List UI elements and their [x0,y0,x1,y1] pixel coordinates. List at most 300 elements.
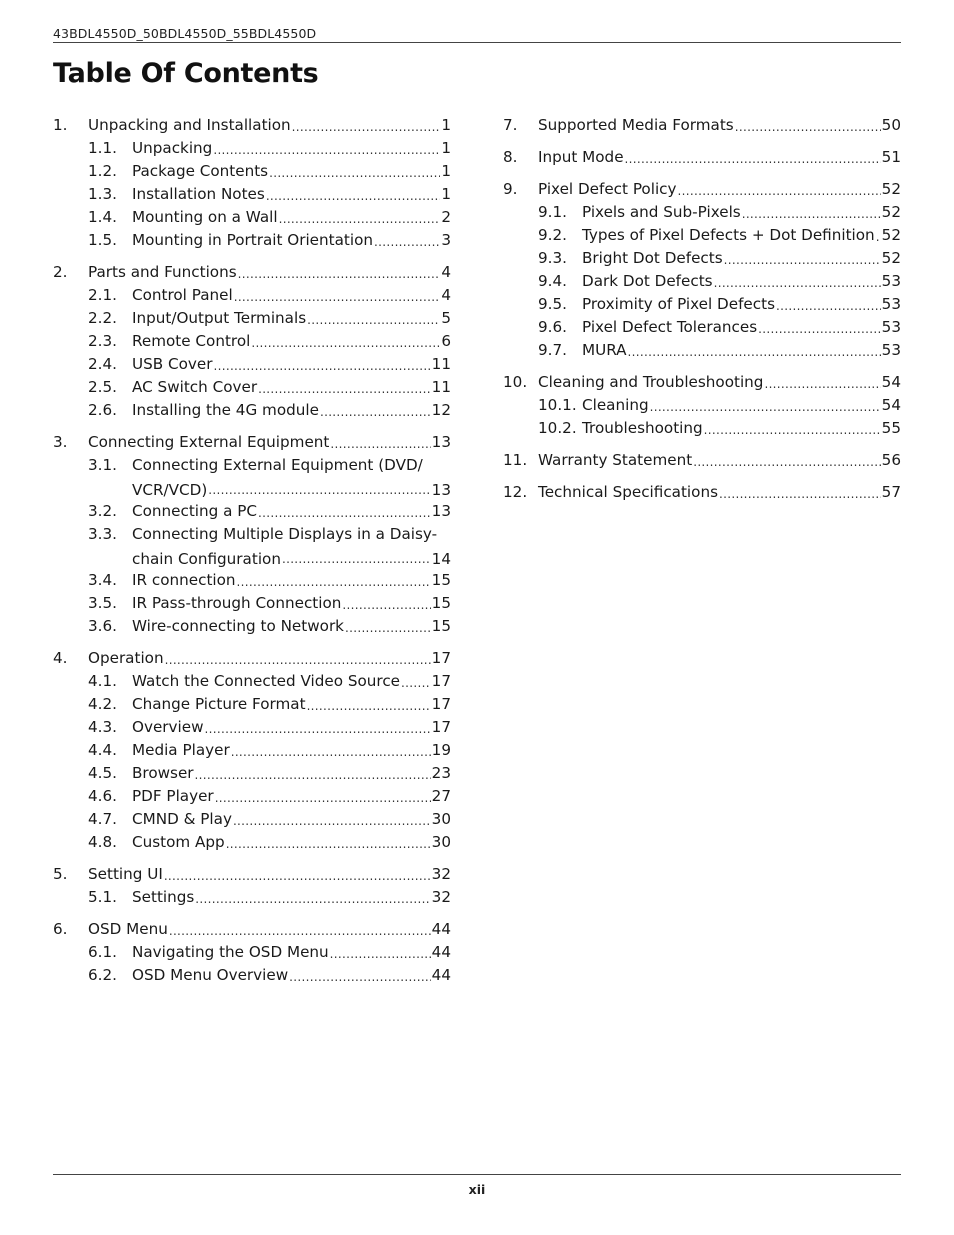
toc-entry-title: Connecting a PC [132,502,258,520]
toc-right-column [503,114,901,513]
toc-dot-leader [233,812,431,831]
toc-section [503,481,901,504]
toc-entry-title: Dark Dot Defects [582,272,713,290]
toc-entry-number: 4.8. [88,833,117,851]
toc-subsection-entry[interactable] [53,716,451,739]
toc-entry-page-number: 17 [431,695,451,713]
toc-entry-title-line [132,399,451,422]
toc-section-entry[interactable] [53,918,451,941]
toc-section [53,114,451,252]
toc-entry-title: CMND & Play [132,810,232,828]
toc-entry-title: Setting UI [88,865,163,883]
toc-entry-title: Supported Media Formats [538,116,734,134]
toc-entry-title-line [132,183,451,206]
toc-entry-title-line [132,307,451,330]
toc-entry-title-line [132,941,451,964]
toc-entry-title: Watch the Connected Video Source [132,672,401,690]
toc-subsection-entry-second-line [53,477,451,500]
toc-entry-title-line [132,670,451,693]
toc-entry-title: OSD Menu Overview [132,966,289,984]
toc-entry-number: 3.4. [88,571,117,589]
toc-dot-leader [269,164,440,183]
toc-entry-title: Settings [132,888,195,906]
toc-subsection-entry[interactable] [53,670,451,693]
toc-entry-number: 1.4. [88,208,117,226]
toc-entry-title: Wire-connecting to Network [132,617,344,635]
toc-entry-title: Input/Output Terminals [132,309,307,327]
toc-entry-title: Warranty Statement [538,451,693,469]
toc-subsection-entry[interactable] [53,615,451,638]
toc-entry-title: PDF Player [132,787,214,805]
toc-entry-number: 3. [53,433,68,451]
toc-entry-page-number: 50 [881,116,901,134]
toc-entry-title-line [132,886,451,909]
footer-page-number: xii [468,1182,486,1197]
toc-dot-leader [307,697,431,716]
toc-dot-leader [258,380,431,399]
toc-entry-number: 4.2. [88,695,117,713]
toc-subsection-entry[interactable] [53,886,451,909]
toc-entry-title: Unpacking and Installation [88,116,291,134]
toc-subsection-entry[interactable] [53,376,451,399]
toc-entry-title-line [132,550,451,569]
toc-dot-leader [266,187,441,206]
toc-entry-title-line [582,394,901,417]
toc-entry-title: Mounting on a Wall [132,208,278,226]
toc-entry-page-number: 23 [431,764,451,782]
toc-section [53,261,451,422]
toc-section-entry[interactable] [53,647,451,670]
toc-entry-page-number: 52 [881,203,901,221]
toc-entry-title-line [538,178,901,201]
toc-dot-leader [374,233,440,252]
toc-section [53,918,451,987]
toc-dot-leader [714,274,881,293]
toc-dot-leader [764,375,880,394]
toc-dot-leader [205,720,431,739]
toc-section-entry[interactable] [53,261,451,284]
toc-entry-title: Connecting External Equipment [88,433,330,451]
toc-entry-page-number: 1 [441,116,451,134]
toc-section-entry[interactable] [503,178,901,201]
toc-section-entry[interactable] [503,114,901,137]
toc-entry-page-number: 55 [881,419,901,437]
toc-entry-title: chain Configuration [132,550,281,568]
toc-entry-page-number: 11 [431,378,451,396]
toc-entry-title: Navigating the OSD Menu [132,943,329,961]
toc-entry-title: Browser [132,764,194,782]
toc-dot-leader [307,311,440,330]
toc-section [53,863,451,909]
toc-entry-title-line [132,569,451,592]
toc-dot-leader [238,265,441,284]
toc-subsection-entry[interactable] [53,500,451,523]
toc-dot-leader [237,573,431,592]
toc-entry-title-line [88,114,451,137]
toc-entry-page-number: 57 [881,483,901,501]
toc-entry-title: Cleaning and Troubleshooting [538,373,764,391]
toc-dot-leader [719,485,881,504]
toc-dot-leader [234,288,441,307]
toc-entry-page-number: 30 [431,833,451,851]
toc-dot-leader [258,504,431,523]
toc-entry-page-number: 52 [881,226,901,244]
toc-subsection-entry[interactable] [53,762,451,785]
toc-subsection-entry[interactable] [503,224,901,247]
toc-entry-page-number: 52 [881,180,901,198]
toc-entry-page-number: 54 [881,396,901,414]
toc-entry-number: 8. [503,148,518,166]
toc-entry-title-line [88,647,451,670]
toc-multiline-entry[interactable] [53,523,451,569]
toc-dot-leader [195,890,430,909]
toc-entry-number: 9.6. [538,318,567,336]
toc-entry-page-number: 13 [431,433,451,451]
toc-dot-leader [195,766,431,785]
toc-entry-number: 2. [53,263,68,281]
toc-entry-title-line [582,224,901,247]
toc-entry-title-line [132,376,451,399]
toc-entry-title: Custom App [132,833,225,851]
toc-entry-title: Pixel Defect Tolerances [582,318,758,336]
toc-entry-title-line1: Connecting External Equipment (DVD/ [132,456,423,474]
toc-entry-number: 2.5. [88,378,117,396]
toc-entry-title: Bright Dot Defects [582,249,723,267]
toc-subsection-entry[interactable] [53,693,451,716]
toc-entry-number: 9.3. [538,249,567,267]
toc-entry-number: 1.5. [88,231,117,249]
toc-entry-number: 3.3. [88,525,117,543]
toc-entry-number: 4.3. [88,718,117,736]
toc-entry-page-number: 19 [431,741,451,759]
toc-subsection-entry[interactable] [53,831,451,854]
toc-subsection-entry[interactable] [503,339,901,362]
toc-entry-title: Cleaning [582,396,649,414]
toc-entry-title-line [132,481,451,500]
toc-subsection-entry[interactable] [53,941,451,964]
toc-entry-title-line [132,964,451,987]
toc-subsection-entry[interactable] [53,330,451,353]
toc-left-column [53,114,451,996]
toc-entry-number: 6.2. [88,966,117,984]
toc-entry-page-number: 51 [881,148,901,166]
toc-entry-number: 9.7. [538,341,567,359]
toc-entry-title: Technical Specifications [538,483,718,501]
toc-dot-leader [758,320,881,339]
toc-dot-leader [625,150,881,169]
toc-entry-number: 1.1. [88,139,117,157]
toc-entry-page-number: 13 [431,502,451,520]
toc-section [503,449,901,472]
toc-entry-page-number: 17 [431,718,451,736]
toc-entry-page-number: 30 [431,810,451,828]
toc-entry-page-number: 56 [881,451,901,469]
toc-entry-page-number: 15 [431,594,451,612]
footer-divider [53,1174,901,1175]
toc-entry-page-number: 1 [441,139,451,157]
toc-subsection-entry[interactable] [53,353,451,376]
toc-entry-title-line [132,808,451,831]
toc-dot-leader [292,118,441,137]
toc-entry-number: 1.3. [88,185,117,203]
toc-entry-title: MURA [582,341,627,359]
toc-entry-title-line [132,716,451,739]
toc-entry-page-number: 32 [431,888,451,906]
toc-dot-leader [164,867,431,886]
toc-subsection-entry[interactable] [503,316,901,339]
toc-entry-title-line [88,863,451,886]
toc-entry-title-line1: Connecting Multiple Displays in a Daisy- [132,525,438,543]
toc-entry-title: Operation [88,649,164,667]
toc-entry-number: 7. [503,116,518,134]
toc-entry-title-line [132,785,451,808]
toc-entry-title: AC Switch Cover [132,378,258,396]
toc-entry-page-number: 13 [431,481,451,499]
toc-entry-title: Installing the 4G module [132,401,319,419]
toc-entry-number: 11. [503,451,528,469]
toc-dot-leader [251,334,440,353]
toc-subsection-entry[interactable] [503,417,901,440]
toc-subsection-entry[interactable] [53,137,451,160]
toc-entry-title-line [132,206,451,229]
toc-dot-leader [628,343,881,362]
toc-entry-title-line [582,247,901,270]
toc-entry-number: 12. [503,483,528,501]
toc-section [503,114,901,137]
toc-multiline-entry[interactable] [53,454,451,500]
toc-dot-leader [330,945,431,964]
toc-entry-title: Pixels and Sub-Pixels [582,203,741,221]
toc-dot-leader [330,435,430,454]
toc-subsection-entry[interactable] [503,247,901,270]
toc-entry-page-number: 44 [431,920,451,938]
toc-entry-title-line [132,330,451,353]
toc-entry-title-line [132,500,451,523]
toc-entry-title-line [132,284,451,307]
toc-dot-leader [345,619,431,638]
toc-dot-leader [678,182,881,201]
toc-dot-leader [735,118,881,137]
toc-entry-page-number: 15 [431,617,451,635]
toc-entry-page-number: 54 [881,373,901,391]
toc-entry-title: Mounting in Portrait Orientation [132,231,373,249]
header-divider [53,42,901,43]
toc-entry-number: 2.3. [88,332,117,350]
toc-dot-leader [401,674,431,693]
toc-subsection-entry[interactable] [53,808,451,831]
toc-entry-title-line [538,114,901,137]
toc-entry-title: Pixel Defect Policy [538,180,677,198]
toc-entry-number: 10.1. [538,396,577,414]
toc-entry-page-number: 53 [881,272,901,290]
toc-entry-number: 4. [53,649,68,667]
toc-entry-title-line [132,831,451,854]
toc-subsection-entry[interactable] [53,307,451,330]
toc-entry-title: Media Player [132,741,230,759]
toc-dot-leader [693,453,880,472]
toc-entry-title: OSD Menu [88,920,168,938]
toc-entry-title: Overview [132,718,204,736]
toc-subsection-entry[interactable] [503,270,901,293]
toc-entry-title-line [538,371,901,394]
toc-entry-page-number: 44 [431,943,451,961]
toc-entry-number: 9.2. [538,226,567,244]
toc-dot-leader [650,398,881,417]
toc-entry-title: Control Panel [132,286,233,304]
toc-entry-page-number: 44 [431,966,451,984]
toc-dot-leader [215,789,431,808]
toc-subsection-entry[interactable] [53,399,451,422]
toc-dot-leader [169,922,431,941]
toc-entry-page-number: 17 [431,649,451,667]
toc-dot-leader [165,651,431,670]
toc-entry-page-number: 2 [441,208,451,226]
toc-entry-title-line [582,201,901,224]
toc-entry-number: 6.1. [88,943,117,961]
toc-entry-title: IR Pass-through Connection [132,594,342,612]
toc-entry-page-number: 53 [881,295,901,313]
toc-entry-title: Troubleshooting [582,419,703,437]
toc-dot-leader [742,205,881,224]
toc-dot-leader [876,228,881,247]
toc-entry-number: 2.1. [88,286,117,304]
toc-subsection-entry[interactable] [503,394,901,417]
toc-entry-number: 4.7. [88,810,117,828]
toc-subsection-entry[interactable] [53,964,451,987]
toc-entry-number: 4.5. [88,764,117,782]
toc-entry-page-number: 1 [441,162,451,180]
toc-section-entry[interactable] [503,481,901,504]
toc-entry-title-line [538,146,901,169]
toc-entry-title-line [538,449,901,472]
toc-dot-leader [704,421,881,440]
toc-subsection-entry[interactable] [53,229,451,252]
toc-entry-title-line [88,431,451,454]
toc-entry-title: USB Cover [132,355,213,373]
toc-entry-title-line [132,353,451,376]
toc-subsection-entry-first-line [53,523,451,546]
toc-entry-page-number: 3 [441,231,451,249]
toc-section-entry[interactable] [503,449,901,472]
toc-section [53,431,451,638]
toc-entry-number: 3.1. [88,456,117,474]
toc-entry-title: Installation Notes [132,185,265,203]
toc-subsection-entry[interactable] [503,293,901,316]
toc-entry-title-line [582,293,901,316]
toc-section-entry[interactable] [53,114,451,137]
toc-dot-leader [289,968,431,987]
toc-entry-number: 10. [503,373,528,391]
toc-entry-page-number: 53 [881,341,901,359]
toc-entry-page-number: 12 [431,401,451,419]
toc-subsection-entry[interactable] [53,569,451,592]
toc-subsection-entry[interactable] [53,206,451,229]
toc-entry-page-number: 27 [431,787,451,805]
toc-subsection-entry[interactable] [53,785,451,808]
toc-dot-leader [342,596,430,615]
toc-entry-title: Change Picture Format [132,695,306,713]
toc-entry-page-number: 11 [431,355,451,373]
toc-section-entry[interactable] [53,863,451,886]
toc-entry-number: 2.4. [88,355,117,373]
toc-subsection-entry[interactable] [53,284,451,307]
toc-section [503,178,901,362]
toc-entry-number: 9.4. [538,272,567,290]
toc-section [53,647,451,854]
toc-entry-number: 2.2. [88,309,117,327]
toc-subsection-entry[interactable] [53,160,451,183]
toc-entry-number: 9. [503,180,518,198]
toc-subsection-entry[interactable] [53,183,451,206]
toc-entry-number: 9.1. [538,203,567,221]
toc-entry-number: 1. [53,116,68,134]
toc-section-entry[interactable] [53,431,451,454]
toc-subsection-entry-first-line [53,454,451,477]
toc-entry-title-line [132,592,451,615]
toc-entry-page-number: 6 [441,332,451,350]
toc-section-entry[interactable] [503,371,901,394]
toc-entry-title: VCR/VCD) [132,481,208,499]
toc-entry-number: 3.6. [88,617,117,635]
toc-section [503,371,901,440]
toc-entry-title: Parts and Functions [88,263,237,281]
toc-section-entry[interactable] [503,146,901,169]
toc-entry-number: 4.6. [88,787,117,805]
toc-entry-title: Input Mode [538,148,624,166]
toc-dot-leader [724,251,881,270]
toc-dot-leader [231,743,431,762]
toc-entry-number: 5. [53,865,68,883]
toc-entry-title-line [582,339,901,362]
toc-entry-page-number: 4 [441,263,451,281]
toc-subsection-entry-second-line [53,546,451,569]
toc-entry-title-line [132,615,451,638]
toc-entry-number: 2.6. [88,401,117,419]
toc-entry-title: Remote Control [132,332,251,350]
toc-dot-leader [320,403,431,422]
toc-entry-page-number: 32 [431,865,451,883]
toc-entry-title: Types of Pixel Defects + Dot Definition [582,226,875,244]
toc-dot-leader [226,835,431,854]
toc-entry-number: 10.2. [538,419,577,437]
toc-entry-number: 3.5. [88,594,117,612]
toc-entry-title: IR connection [132,571,236,589]
toc-entry-title: Package Contents [132,162,269,180]
toc-entry-title-line [132,229,451,252]
toc-dot-leader [776,297,881,316]
toc-entry-number: 3.2. [88,502,117,520]
toc-entry-number: 4.1. [88,672,117,690]
toc-subsection-entry[interactable] [53,739,451,762]
toc-dot-leader [279,210,441,229]
toc-entry-number: 4.4. [88,741,117,759]
toc-entry-page-number: 1 [441,185,451,203]
toc-entry-title-line [88,918,451,941]
toc-subsection-entry[interactable] [53,592,451,615]
toc-entry-title-line [132,693,451,716]
toc-subsection-entry[interactable] [503,201,901,224]
toc-entry-title-line [88,261,451,284]
toc-entry-page-number: 15 [431,571,451,589]
toc-entry-title-line [582,270,901,293]
toc-entry-title-line [132,762,451,785]
document-header-model: 43BDL4550D_50BDL4550D_55BDL4550D [53,26,317,41]
toc-entry-title: Proximity of Pixel Defects [582,295,775,313]
toc-entry-page-number: 17 [431,672,451,690]
toc-dot-leader [282,550,431,569]
toc-dot-leader [208,481,430,500]
toc-entry-page-number: 5 [441,309,451,327]
